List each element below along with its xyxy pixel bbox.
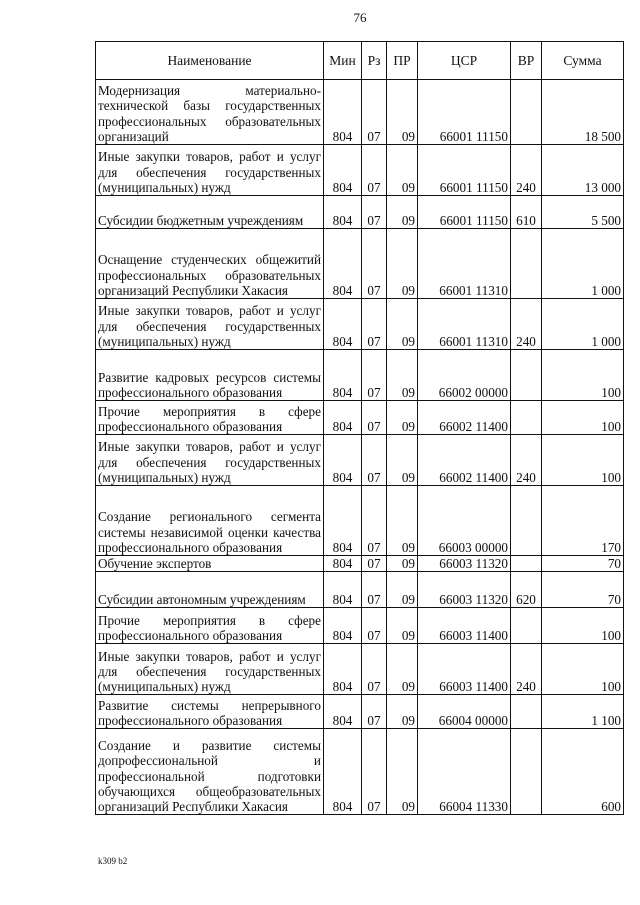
row-pr: 09 [387,80,418,145]
row-name: Модернизация материально-технической базы государственных профессиональных образовательных организаций [96,80,324,145]
table-row [96,729,624,815]
row-vr: 240 [511,435,542,486]
row-min: 804 [324,350,362,401]
row-sum: 1 000 [542,299,624,350]
row-sum: 70 [542,556,624,572]
footer-code: k309 b2 [98,856,128,866]
row-name: Субсидии бюджетным учреждениям [96,196,324,229]
row-csr: 66002 11400 [418,401,511,435]
row-sum: 100 [542,401,624,435]
row-rz: 07 [362,695,387,729]
row-sum: 170 [542,486,624,556]
row-sum: 100 [542,608,624,644]
row-rz: 07 [362,145,387,196]
row-rz: 07 [362,299,387,350]
row-vr: 240 [511,145,542,196]
row-pr: 09 [387,145,418,196]
header-sum: Сумма [542,42,624,80]
row-name: Обучение экспертов [96,556,324,572]
row-vr [511,695,542,729]
row-min: 804 [324,299,362,350]
row-rz: 07 [362,401,387,435]
row-pr: 09 [387,729,418,815]
row-pr: 09 [387,486,418,556]
table-body [96,80,624,815]
table-row [96,556,624,572]
row-vr [511,401,542,435]
row-csr: 66001 11150 [418,196,511,229]
row-pr: 09 [387,695,418,729]
row-pr: 09 [387,401,418,435]
row-rz: 07 [362,608,387,644]
row-rz: 07 [362,350,387,401]
row-name: Создание регионального сегмента системы независимой оценки качества профессионального образования [96,486,324,556]
row-sum: 100 [542,350,624,401]
row-sum: 5 500 [542,196,624,229]
row-min: 804 [324,695,362,729]
row-name: Развитие кадровых ресурсов системы профессионального образования [96,350,324,401]
row-vr: 240 [511,299,542,350]
row-vr [511,608,542,644]
table-row [96,80,624,145]
row-csr: 66003 11400 [418,644,511,695]
row-vr: 240 [511,644,542,695]
row-vr [511,729,542,815]
table-row [96,145,624,196]
row-name: Прочие мероприятия в сфере профессионального образования [96,608,324,644]
row-csr: 66003 11400 [418,608,511,644]
row-rz: 07 [362,729,387,815]
row-vr [511,80,542,145]
row-csr: 66002 11400 [418,435,511,486]
table-row [96,299,624,350]
row-min: 804 [324,229,362,299]
row-rz: 07 [362,196,387,229]
row-csr: 66003 11320 [418,556,511,572]
row-name: Иные закупки товаров, работ и услуг для обеспечения государственных (муниципальных) нужд [96,435,324,486]
row-csr: 66003 11320 [418,572,511,608]
table-row [96,695,624,729]
row-pr: 09 [387,196,418,229]
row-pr: 09 [387,572,418,608]
table-row [96,572,624,608]
row-rz: 07 [362,486,387,556]
row-min: 804 [324,729,362,815]
budget-table [95,41,624,815]
table-row [96,486,624,556]
row-rz: 07 [362,556,387,572]
table-row [96,196,624,229]
header-rz: Рз [362,42,387,80]
table-row [96,350,624,401]
table-row [96,401,624,435]
row-name: Иные закупки товаров, работ и услуг для обеспечения государственных (муниципальных) нужд [96,644,324,695]
row-csr: 66004 00000 [418,695,511,729]
row-name: Иные закупки товаров, работ и услуг для обеспечения государственных (муниципальных) нужд [96,145,324,196]
row-pr: 09 [387,608,418,644]
row-sum: 13 000 [542,145,624,196]
row-pr: 09 [387,556,418,572]
row-vr [511,350,542,401]
row-sum: 600 [542,729,624,815]
table-row [96,608,624,644]
row-pr: 09 [387,229,418,299]
row-csr: 66001 11310 [418,299,511,350]
header-min: Мин [324,42,362,80]
row-min: 804 [324,80,362,145]
row-name: Иные закупки товаров, работ и услуг для обеспечения государственных (муниципальных) нужд [96,299,324,350]
row-min: 804 [324,644,362,695]
row-min: 804 [324,401,362,435]
row-pr: 09 [387,435,418,486]
row-csr: 66002 00000 [418,350,511,401]
row-rz: 07 [362,229,387,299]
row-csr: 66001 11310 [418,229,511,299]
table-header [96,42,624,80]
row-sum: 70 [542,572,624,608]
table-row [96,229,624,299]
row-min: 804 [324,486,362,556]
row-rz: 07 [362,644,387,695]
row-min: 804 [324,572,362,608]
row-name: Создание и развитие системы допрофессиональной и профессиональной подготовки обучающихся общеобразовательных организаций Республики Хакасия [96,729,324,815]
row-name: Оснащение студенческих общежитий профессиональных образовательных организаций Республики Хакасия [96,229,324,299]
row-vr: 610 [511,196,542,229]
row-sum: 18 500 [542,80,624,145]
row-rz: 07 [362,572,387,608]
row-pr: 09 [387,644,418,695]
row-min: 804 [324,196,362,229]
row-pr: 09 [387,350,418,401]
row-sum: 1 000 [542,229,624,299]
page-number: 76 [353,10,367,25]
row-sum: 100 [542,435,624,486]
row-csr: 66004 11330 [418,729,511,815]
header-vr: ВР [511,42,542,80]
table-row [96,435,624,486]
row-csr: 66003 00000 [418,486,511,556]
header-name: Наименование [96,42,324,80]
row-vr [511,556,542,572]
row-csr: 66001 11150 [418,145,511,196]
row-name: Субсидии автономным учреждениям [96,572,324,608]
row-vr [511,486,542,556]
row-sum: 1 100 [542,695,624,729]
row-min: 804 [324,435,362,486]
row-name: Развитие системы непрерывного профессионального образования [96,695,324,729]
row-vr: 620 [511,572,542,608]
header-row [96,42,624,80]
table-row [96,644,624,695]
row-min: 804 [324,145,362,196]
header-pr: ПР [387,42,418,80]
row-rz: 07 [362,435,387,486]
row-name: Прочие мероприятия в сфере профессионального образования [96,401,324,435]
row-pr: 09 [387,299,418,350]
row-csr: 66001 11150 [418,80,511,145]
row-rz: 07 [362,80,387,145]
row-sum: 100 [542,644,624,695]
row-vr [511,229,542,299]
header-csr: ЦСР [418,42,511,80]
row-min: 804 [324,608,362,644]
row-min: 804 [324,556,362,572]
